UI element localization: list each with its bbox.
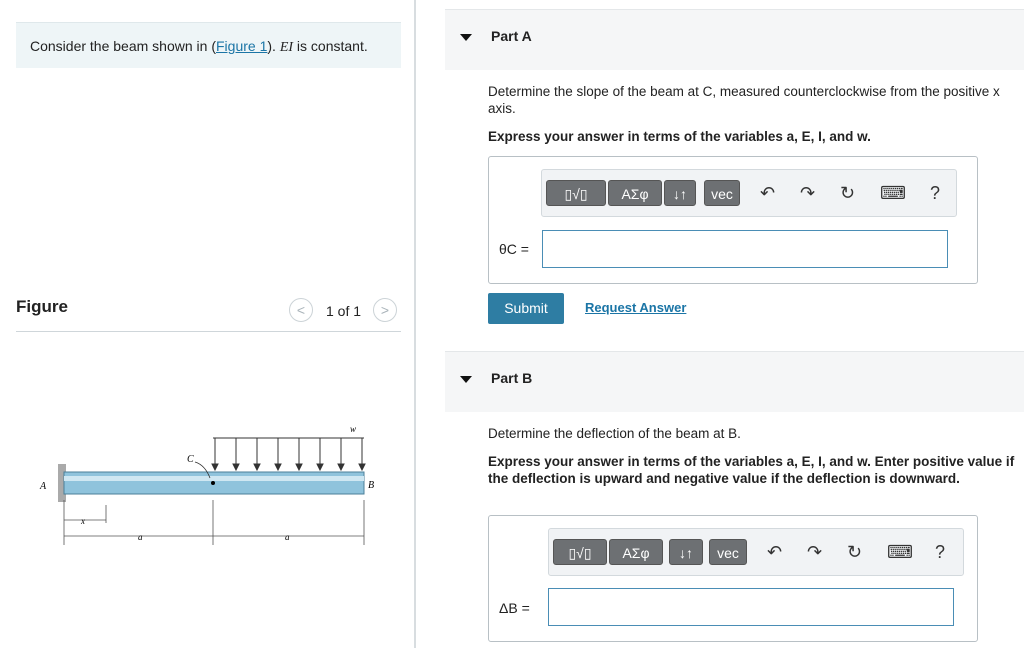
redo-icon[interactable]: ↷: [800, 183, 816, 203]
greek-button[interactable]: ΑΣφ: [609, 539, 663, 565]
part-b-question: Determine the deflection of the beam at B.: [488, 426, 741, 441]
part-a-header[interactable]: [445, 9, 1024, 70]
part-b-answer-box: [488, 515, 978, 642]
collapse-caret-icon: [460, 376, 472, 383]
part-b-header[interactable]: [445, 351, 1024, 412]
dim-a1-label: a: [138, 532, 143, 542]
load-w-label: w: [350, 424, 357, 434]
math-toolbar: [548, 528, 964, 576]
undo-icon[interactable]: ↶: [760, 183, 776, 203]
beam-highlight: [64, 476, 364, 481]
part-a-question: Determine the slope of the beam at C, measured counterclockwise from the positive x axis.: [488, 84, 1000, 116]
chevron-left-icon: <: [296, 302, 306, 318]
theta-c-label: θC =: [499, 241, 529, 257]
next-figure-button[interactable]: [373, 298, 397, 322]
request-answer-link[interactable]: Request Answer: [585, 300, 687, 315]
prev-figure-button[interactable]: [289, 298, 313, 322]
column-divider: [414, 0, 416, 648]
reset-icon[interactable]: ↻: [840, 183, 856, 203]
greek-button[interactable]: ΑΣφ: [608, 180, 662, 206]
intro-text-3: is constant.: [293, 38, 368, 54]
point-c-marker: [211, 481, 215, 485]
delta-b-label: ΔB =: [499, 600, 530, 616]
part-b-instruction: Express your answer in terms of the variables a, E, I, and w. Enter positive value if the deflection is upward and negative value if the deflection is downward.: [488, 454, 1015, 486]
figure-pager: 1 of 1: [326, 303, 362, 319]
beam-figure: [30, 420, 390, 560]
redo-icon[interactable]: ↷: [807, 542, 823, 562]
help-icon[interactable]: ?: [935, 542, 946, 562]
templates-button[interactable]: ▯√▯: [553, 539, 607, 565]
undo-icon[interactable]: ↶: [767, 542, 783, 562]
vec-button[interactable]: vec: [704, 180, 740, 206]
part-a-label: Part A: [491, 28, 532, 44]
arrows-button[interactable]: ↓↑: [669, 539, 703, 565]
intro-text: Consider the beam shown in (: [30, 38, 216, 54]
label-b-point: B: [368, 480, 375, 491]
dim-x-label: x: [81, 516, 85, 526]
theta-c-input[interactable]: [542, 230, 948, 268]
delta-b-input[interactable]: [548, 588, 954, 626]
math-toolbar: [541, 169, 957, 217]
figure-title: Figure: [16, 297, 68, 316]
problem-intro: [16, 22, 401, 68]
reset-icon[interactable]: ↻: [847, 542, 863, 562]
label-c-point: C: [187, 454, 194, 465]
templates-button[interactable]: ▯√▯: [546, 180, 606, 206]
keyboard-icon[interactable]: ⌨: [887, 542, 913, 562]
part-a-answer-box: [488, 156, 978, 284]
figure-header: [16, 293, 401, 332]
figure-link[interactable]: Figure 1: [216, 38, 268, 54]
dimension-lines: [64, 500, 364, 545]
ei-variable: EI: [279, 40, 294, 55]
dim-a2-label: a: [285, 532, 290, 542]
chevron-right-icon: >: [380, 302, 390, 318]
keyboard-icon[interactable]: ⌨: [880, 183, 906, 203]
collapse-caret-icon: [460, 34, 472, 41]
vec-button[interactable]: vec: [709, 539, 747, 565]
help-icon[interactable]: ?: [930, 183, 941, 203]
part-b-label: Part B: [491, 370, 533, 386]
arrows-button[interactable]: ↓↑: [664, 180, 696, 206]
label-a-point: A: [40, 481, 47, 492]
part-a-instruction: Express your answer in terms of the variables a, E, I, and w.: [488, 129, 871, 144]
intro-text-2: ).: [267, 38, 280, 54]
submit-button[interactable]: Submit: [488, 293, 564, 324]
load-arrows: [212, 438, 365, 470]
